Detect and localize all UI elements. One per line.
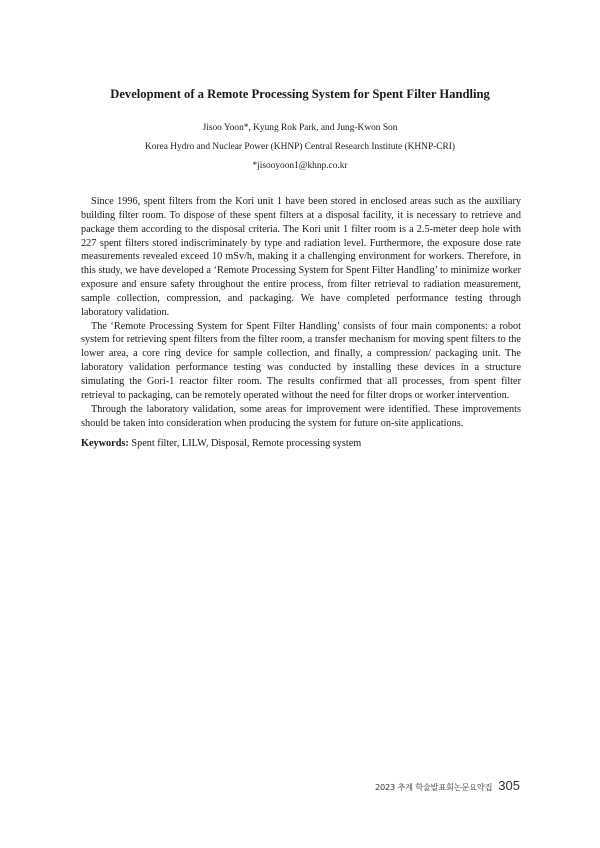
- corresponding-email: *jisooyoon1@khnp.co.kr: [252, 161, 348, 171]
- page-footer: [375, 778, 520, 793]
- abstract-paragraph: Since 1996, spent filters from the Kori unit 1 have been stored in enclosed areas such as the auxiliary building filter room. To dispose of these spent filters at a disposal facility, it is necessary to retrieve and package them according to the disposal criteria. The Kori unit 1 filter room is a 2.5-meter deep hole with 227 spent filters stored indiscriminately by type and radiation level. Furthermore, the exposure dose rate measurements revealed exceed 10 mSv/h, making it a challenging environment for workers. Therefore, in this study, we have developed a ‘Remote Processing System for Spent Filter Handling’ to minimize worker exposure and ensure safety throughout the entire process, from filter retrieval to radiation measurement, sample collection, compression, and packaging. We have completed performance testing through laboratory validation.: [81, 196, 521, 318]
- keywords-label: Keywords:: [81, 438, 129, 449]
- keywords-list: Spent filter, LILW, Disposal, Remote processing system: [128, 438, 362, 449]
- proceedings-name: 2023 추계 학술발표회논문요약집: [374, 782, 493, 792]
- paper-title: Development of a Remote Processing System for Spent Filter Handling: [110, 87, 490, 101]
- keywords: [81, 437, 521, 451]
- affiliation: Korea Hydro and Nuclear Power (KHNP) Central Research Institute (KHNP-CRI): [144, 142, 456, 152]
- abstract-paragraph: Through the laboratory validation, some areas for improvement were identified. These improvements should be taken into consideration when producing the system for future on-site applications.: [81, 403, 521, 429]
- page-number: 305: [498, 778, 520, 793]
- abstract-body: [81, 195, 521, 430]
- abstract-paragraph: The ‘Remote Processing System for Spent Filter Handling’ consists of four main components: a robot system for retrieving spent filters from the filter room, a transfer mechanism for moving spent filters to the lower area, a core ring device for sample collection, and finally, a compression/ packaging unit. The laboratory validation performance testing was conducted by installing these devices in a structure simulating the Gori-1 reactor filter room. The results confirmed that all processes, from spent filter retrieval to packaging, can be remotely operated without the need for filter drops or worker intervention.: [81, 320, 521, 401]
- author-list: Jisoo Yoon*, Kyung Rok Park, and Jung-Kwon Son: [202, 123, 398, 133]
